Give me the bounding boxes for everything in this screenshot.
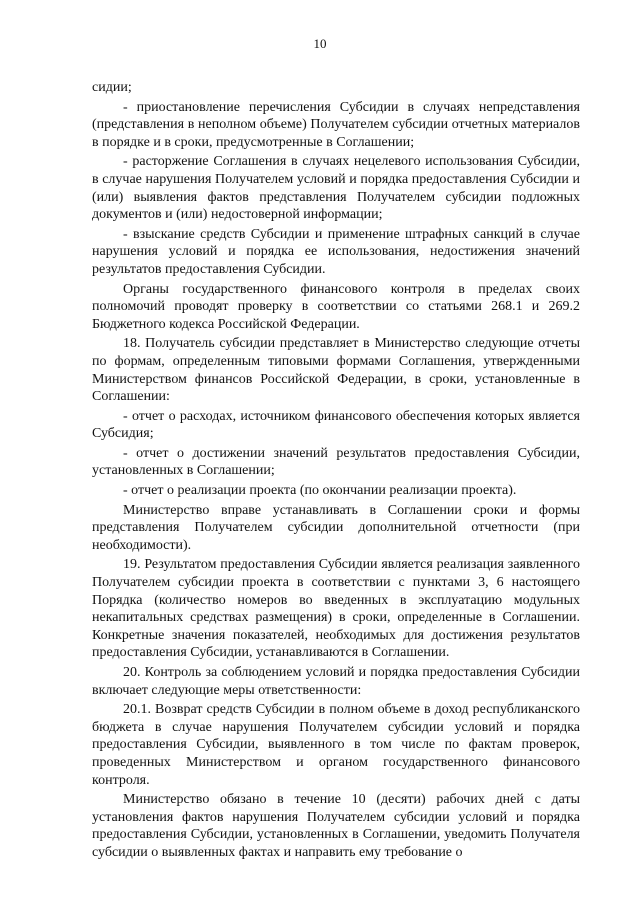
page-number: 10 (313, 36, 327, 51)
paragraph-additional-reporting: Министерство вправе устанавливать в Соглашении сроки и формы представления Получателем субсидии дополнительной отчетности (при необходимости). (92, 502, 580, 553)
paragraph-financial-control-bodies: Органы государственного финансового контроля в пределах своих полномочий проводят проверку в соответствии со статьями 268.1 и 269.2 Бюджетного кодекса Российской Федерации. (92, 281, 580, 332)
paragraph-item-19: 19. Результатом предоставления Субсидии является реализация заявленного Получателем субсидии проекта в соответствии с пунктами 3, 6 настоящего Порядка (количество номеров во введенных в эксплуатацию модульных некапитальных средствах размещения) в сроки, определенные в Соглашении. Конкретные значения показателей, необходимых для достижения результатов предоставления Субсидии, устанавливаются в Соглашении. (92, 557, 580, 661)
paragraph-continuation: сидии; (92, 80, 132, 95)
paragraph-termination-of-agreement: - расторжение Соглашения в случаях нецелевого использования Субсидии, в случае нарушения Получателем условий и порядка предоставления Субсидии и (или) выявления фактов представления Получателем субсидии подложных документов и (или) недостоверной информации; (92, 154, 580, 223)
paragraph-suspension-of-transfer: - приостановление перечисления Субсидии в случаях непредставления (представления в неполном объеме) Получателем субсидии отчетных материалов в порядке и в сроки, предусмотренные в Соглашении; (92, 99, 580, 150)
document-body (92, 79, 580, 864)
paragraph-item-20: 20. Контроль за соблюдением условий и порядка предоставления Субсидии включает следующие меры ответственности: (92, 665, 580, 698)
paragraph-ministry-obligation: Министерство обязано в течение 10 (десяти) рабочих дней с даты установления фактов нарушения Получателем субсидии условий и порядка предоставления Субсидии, установленных в Соглашении, уведомить Получателя субсидии о выявленных фактах и направить ему требование о (92, 792, 580, 860)
paragraph-recovery-of-funds: - взыскание средств Субсидии и применение штрафных санкций в случае нарушения условий и порядка ее использования, недостижения значений результатов предоставления Субсидии. (92, 226, 580, 277)
paragraph-results-report: - отчет о достижении значений результатов предоставления Субсидии, установленных в Соглашении; (92, 445, 580, 479)
paragraph-item-20-1: 20.1. Возврат средств Субсидии в полном объеме в доход республиканского бюджета в случае нарушения Получателем субсидии условий и порядка предоставления Субсидии, выявленного в том числе по фактам проверок, проведенных Министерством и органом государственного финансового контроля. (92, 702, 580, 788)
paragraph-expense-report: - отчет о расходах, источником финансового обеспечения которых является Субсидия; (92, 408, 580, 442)
paragraph-item-18: 18. Получатель субсидии представляет в Министерство следующие отчеты по формам, определенным типовыми формами Соглашения, утвержденными Министерством финансов Российской Федерации, в сроки, установленные в Соглашении: (92, 336, 580, 405)
paragraph-project-report: - отчет о реализации проекта (по окончании реализации проекта). (123, 483, 517, 499)
